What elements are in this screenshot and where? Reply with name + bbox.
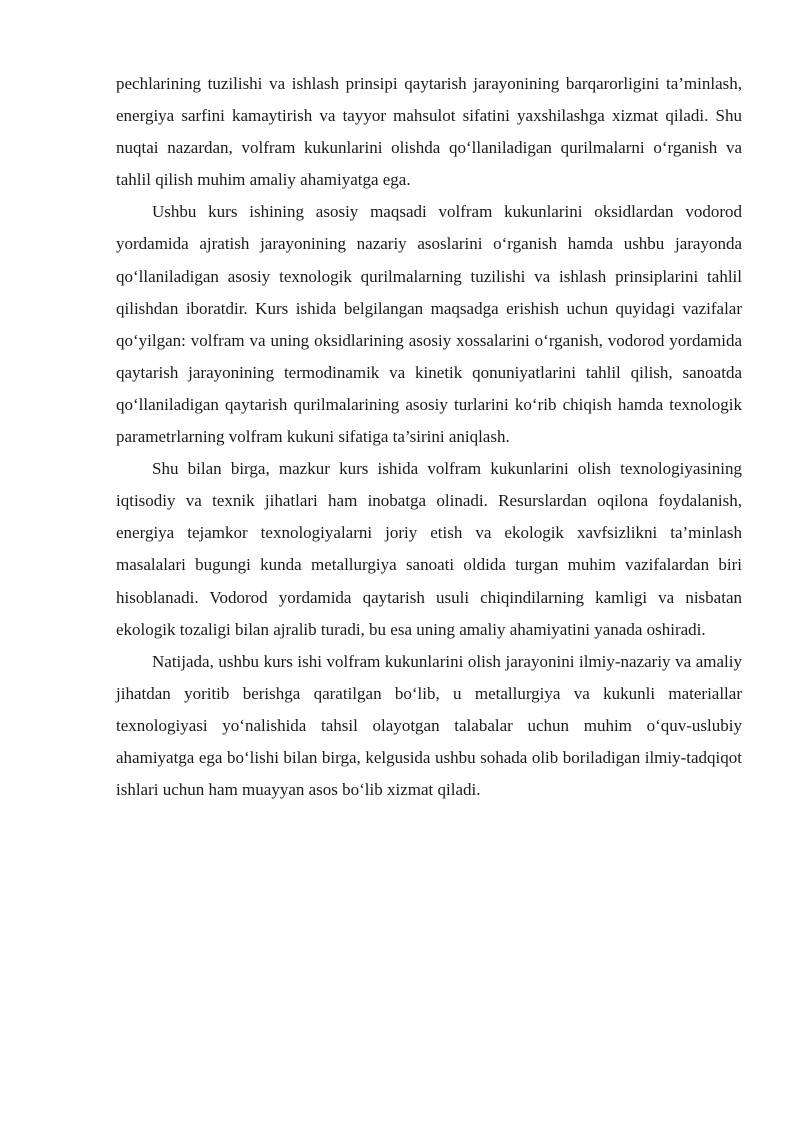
- paragraph-continuation: pechlarining tuzilishi va ishlash prinsipi qaytarish jarayonining barqarorligini ta’minlash, energiya sarfini kamaytirish va tayyor mahsulot sifatini yaxshilashga xizmat qiladi. Shu nuqtai nazardan, volfram kukunlarini olishda qo‘llaniladigan qurilmalarni o‘rganish va tahlil qilish muhim amaliy ahamiyatga ega.: [116, 74, 742, 190]
- paragraph-economic-aspects: Shu bilan birga, mazkur kurs ishida volfram kukunlarini olish texnologiyasining iqtisodiy va texnik jihatlari ham inobatga olinadi. Resurslardan oqilona foydalanish, energiya tejamkor texnologiyalarni joriy etish va ekologik xavfsizlikni ta’minlash masalalari bugungi kunda metallurgiya sanoati oldida turgan muhim vazifalardan biri hisoblanadi. Vodorod yordamida qaytarish usuli chiqindilarning kamligi va nisbatan ekologik tozaligi bilan ajralib turadi, bu esa uning amaliy ahamiyatini yanada oshiradi.: [116, 459, 742, 639]
- paragraph-conclusion: Natijada, ushbu kurs ishi volfram kukunlarini olish jarayonini ilmiy-nazariy va amaliy jihatdan yoritib berishga qaratilgan bo‘lib, u metallurgiya va kukunli materiallar texnologiyasi yo‘nalishida tahsil olayotgan talabalar uchun muhim o‘quv-uslubiy ahamiyatga ega bo‘lishi bilan birga, kelgusida ushbu sohada olib boriladigan ilmiy-tadqiqot ishlari uchun ham muayyan asos bo‘lib xizmat qiladi.: [116, 651, 742, 800]
- document-page: [116, 68, 742, 806]
- paragraph-course-goal: Ushbu kurs ishining asosiy maqsadi volfram kukunlarini oksidlardan vodorod yordamida ajratish jarayonining nazariy asoslarini o‘rganish hamda ushbu jarayonda qo‘llaniladigan asosiy texnologik qurilmalarning tuzilishi va ishlash prinsiplarini tahlil qilishdan iboratdir. Kurs ishida belgilangan maqsadga erishish uchun quyidagi vazifalar qo‘yilgan: volfram va uning oksidlarining asosiy xossalarini o‘rganish, vodorod yordamida qaytarish jarayonining termodinamik va kinetik qonuniyatlarini tahlil qilish, sanoatda qo‘llaniladigan qaytarish qurilmalarining asosiy turlarini ko‘rib chiqish hamda texnologik parametrlarning volfram kukuni sifatiga ta’sirini aniqlash.: [116, 202, 742, 447]
